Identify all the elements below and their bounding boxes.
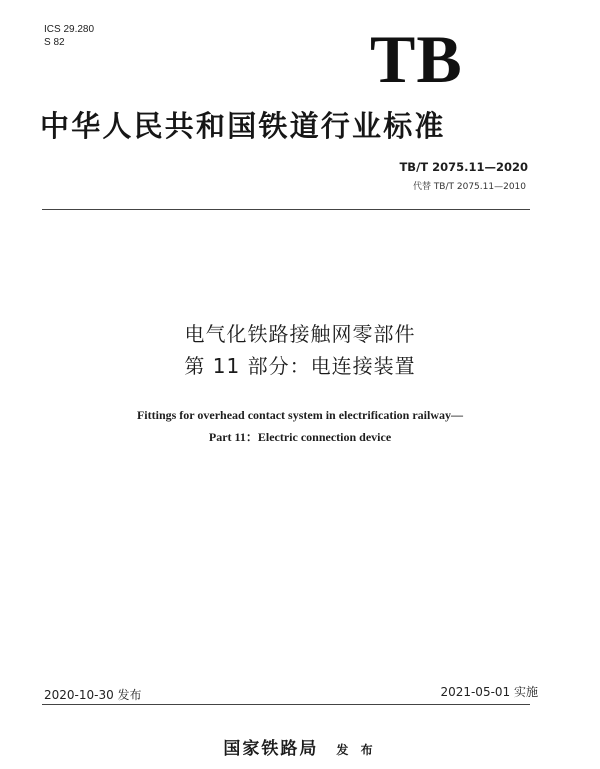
replaces-standard: 代替 TB/T 2075.11—2010	[412, 182, 526, 192]
issue-date: 2020-10-30 发布	[44, 688, 142, 702]
chinese-title-line1: 电气化铁路接触网零部件	[184, 322, 416, 346]
industry-standard-title: 中华人民共和国铁道行业标准	[40, 109, 446, 143]
publisher-line	[150, 734, 450, 759]
category-code: S 82	[44, 37, 65, 48]
publisher-name: 国家铁路局	[223, 739, 319, 759]
chinese-title-line2: 第 11 部分：电连接装置	[184, 354, 416, 378]
standard-number: TB/T 2075.11—2020	[399, 160, 528, 174]
english-title-line2: Part 11：Electric connection device	[208, 430, 392, 444]
english-title-line1: Fittings for overhead contact system in electrification railway—	[136, 408, 464, 422]
footer-divider	[42, 704, 530, 705]
header-divider	[42, 209, 530, 210]
tb-logo: TB	[370, 21, 463, 97]
classification-codes	[44, 23, 94, 49]
ics-code: ICS 29.280	[44, 24, 95, 35]
publish-verb: 发 布	[336, 743, 377, 757]
implementation-date: 2021-05-01 实施	[440, 685, 538, 699]
